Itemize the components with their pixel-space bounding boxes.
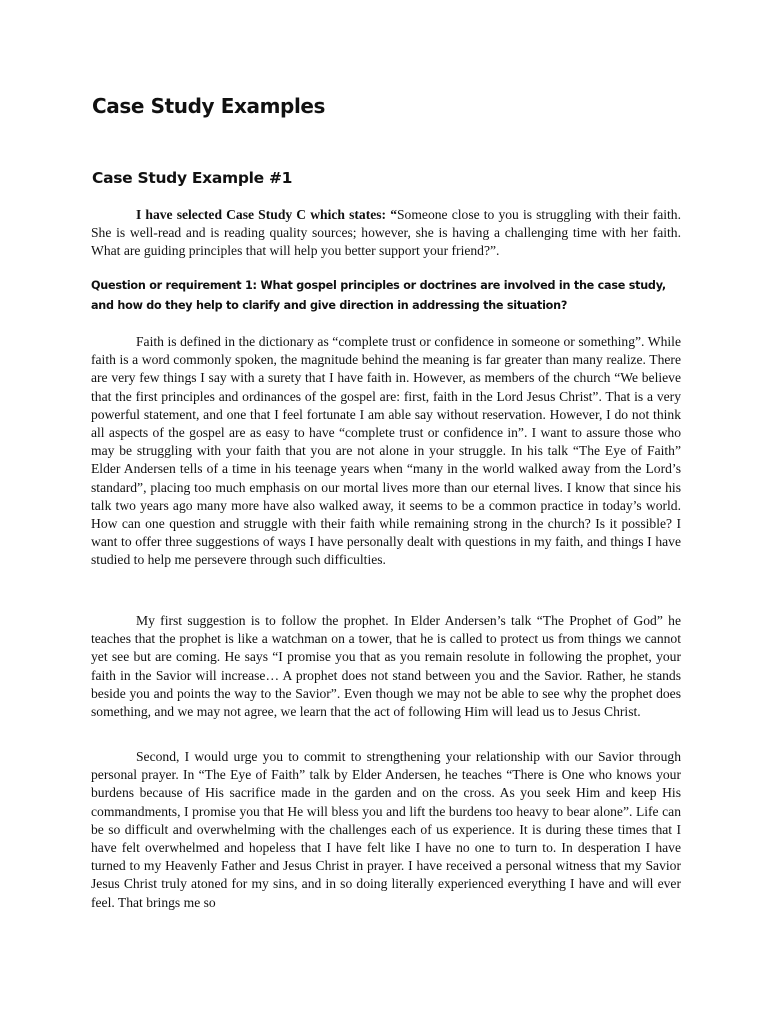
body-paragraph-text: Second, I would urge you to commit to strengthening your relationship with our Savior through personal prayer. In “The Eye of Faith” talk by Elder Andersen, he teaches “There is One who knows your burdens because of His sacrifice made in the garden and on the cross. As you seek Him and keep His commandments, I promise you that He will bless you and lift the burdens too heavy to bear alone”. Life can be so difficult and overwhelming with the challenges each of us experience. It is during these times that I have felt overwhelmed and hopeless that I have felt like I have no one to turn to. In desperation I have turned to my Heavenly Father and Jesus Christ in prayer. I have received a personal witness that my Savior Jesus Christ truly atoned for my sins, and in so doing literally experienced everything I have and will ever feel. That brings me so (91, 749, 681, 910)
question-heading: Question or requirement 1: What gospel principles or doctrines are involved in the case study, and how do they help to clarify and give direction in addressing the situation? (91, 279, 666, 312)
document-title: Case Study Examples (92, 94, 326, 118)
body-paragraph (91, 748, 681, 912)
intro-quote-text: Someone close to you is struggling with their faith. She is well-read and is reading quality sources; however, she is having a challenging time with her faith. What are guiding principles that will help you better support your friend?”. (91, 207, 682, 259)
body-paragraph-text: Faith is defined in the dictionary as “complete trust or confidence in someone or something”. While faith is a word commonly spoken, the magnitude behind the meaning is far greater than many realize. There are very few things I say with a surety that I have faith in. However, as members of the church “We believe that the first principles and ordinances of the gospel are: first, faith in the Lord Jesus Christ”. That is a very powerful statement, and one that I feel fortunate I am able say without reservation. However, I do not think all aspects of the gospel are as easy to have “complete trust or confidence in”. I want to assure those who may be struggling with your faith that you are not alone in your struggle. In his talk “The Eye of Faith” Elder Andersen tells of a time in his teenage years when “many in the world walked away from the Lord’s standard”, placing too much emphasis on our mortal lives more than our eternal lives. I know that since his talk two years ago many more have also walked away, it seems to be a common practice in today’s world. How can one question and struggle with their faith while remaining strong in the church? Is it possible? I want to offer three suggestions of ways I have personally dealt with questions in my faith, and things I have studied to help me persevere through such difficulties. (91, 334, 681, 568)
case-study-intro-paragraph (91, 206, 681, 261)
body-paragraph-text: My first suggestion is to follow the prophet. In Elder Andersen’s talk “The Prophet of God” he teaches that the prophet is like a watchman on a tower, that he is called to protect us from things we cannot yet see but are coming. He says “I promise you that as you remain resolute in following the prophet, your faith in the Savior will increase… A prophet does not stand between you and the Savior. Rather, he stands beside you and points the way to the Savior”. Even though we may not be able to see why the prophet does something, and we may not agree, we learn that the act of following Him will lead us to Jesus Christ. (91, 613, 681, 720)
intro-lead-text: I have selected Case Study C which states: “ (136, 207, 397, 222)
body-paragraph (91, 612, 681, 721)
section-heading: Case Study Example #1 (92, 169, 293, 187)
body-paragraph (91, 333, 681, 570)
